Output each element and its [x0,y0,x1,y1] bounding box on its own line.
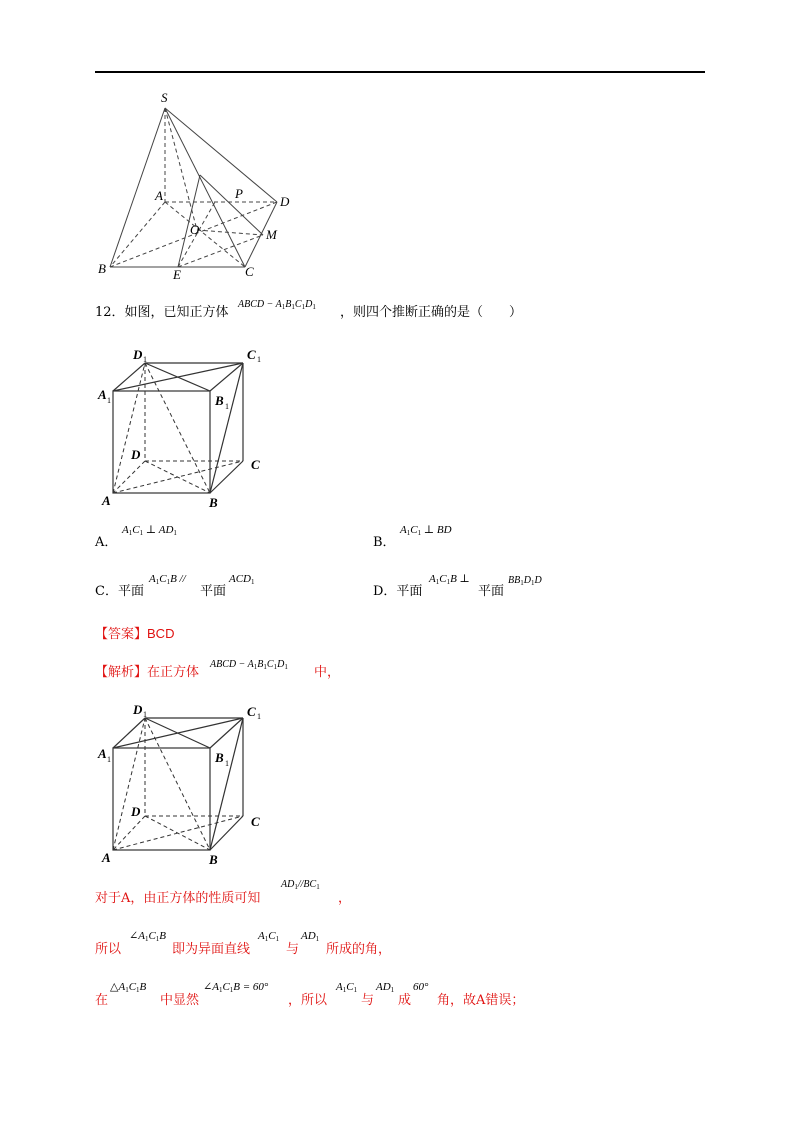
analysis-intro: 【解析】在正方体 [95,665,200,680]
label-a: A [155,188,163,203]
analysis-line3-ad1: $AD_1$ [376,981,395,994]
cube2-diag-d1b [145,718,210,850]
answer-row [95,626,174,643]
cube1-label-a1: A [98,387,107,402]
analysis-line2-ad1: $AD_1$ [301,930,320,943]
cube2-label-d1: D [133,702,143,717]
analysis-line2-a1c1: $A_1C_1$ [258,930,280,943]
cube1-label-d1: D [133,347,143,362]
cube1-label-c: C [251,457,260,472]
analysis-label: 【解析】 [95,665,148,680]
edge-om [197,230,263,235]
cube1-edge-a1d1 [113,363,145,391]
label-o: O [190,222,200,237]
label-d: D [280,194,290,209]
svg-text:1: 1 [107,755,111,764]
analysis-line2-angle: $\angle A_1C_1B$ [129,930,167,943]
cube2-front-face [113,748,210,850]
svg-text:1: 1 [225,759,229,768]
analysis-line1-before: 对于A，由正方体的性质可知 [95,891,261,906]
cube2-edge-da [113,816,145,850]
edge-pm [200,175,263,235]
svg-text:1: 1 [143,355,147,364]
cube2-label-c: C [251,814,260,829]
cube1-label-d: D [131,447,141,462]
option-b-prefix: B． [373,535,396,550]
svg-text:1: 1 [257,712,261,721]
cube2-diag-d1b1 [145,718,210,748]
edge-so [165,108,197,230]
option-c-formula-1: $A_1C_1B$ // [149,573,186,586]
cube1-label-b: B [209,495,218,510]
edge-ab [110,202,165,267]
cube2-label-d: D [131,804,141,819]
analysis-line2-before: 所以 [95,942,122,957]
cube2-label-a: A [102,850,111,865]
cube2-label-a1: A [98,746,107,761]
question-12-text-before: 12．如图，已知正方体 [95,305,229,320]
option-b-formula: $A_1C_1$ ⊥ BD [400,524,452,537]
label-c: C [245,264,254,279]
cube2-label-b: B [209,852,218,867]
option-d-formula-1: $A_1C_1B$ ⊥ [429,573,470,586]
label-b: B [98,261,106,276]
cube2-label-c1: C [247,704,256,719]
analysis-line3-angle-value: $\angle A_1C_1B = 60^\circ$ [203,981,269,994]
cube-figure-1 [95,343,275,513]
option-a-prefix: A． [95,535,118,550]
edge-sc [165,108,245,267]
question-12-text-after: ，则四个推断正确的是（ ） [340,305,523,320]
cube1-edge-da [113,461,145,493]
cube1-edge-cb [210,461,243,493]
analysis-line1-formula: $AD_1//BC_1$ [281,879,320,891]
option-c-mid: 平面 [200,584,227,599]
cube1-front-face [113,391,210,493]
label-m: M [266,227,277,242]
pyramid-figure [95,90,305,285]
cube2-edge-a1d1 [113,718,145,748]
analysis-line3-a1c1: $A_1C_1$ [336,981,358,994]
cube1-diag-db [145,461,210,493]
cube2-edge-c1b1 [210,718,243,748]
cube-figure-2 [95,700,275,870]
edge-sd [165,108,277,202]
cube2-edge-cb [210,816,243,850]
analysis-line3-before: 在 [95,993,109,1008]
cube1-label-a: A [102,493,111,508]
answer-value: BCD [147,626,175,641]
analysis-line3-triangle: $\triangle A_1C_1B$ [110,981,147,994]
cube2-label-b1: B [215,750,224,765]
analysis-line3-60deg: 60° [413,981,429,993]
svg-text:1: 1 [107,396,111,405]
cube1-diag-d1b [145,363,210,493]
svg-text:1: 1 [143,710,147,719]
svg-text:1: 1 [257,355,261,364]
cube2-diag-db [145,816,210,850]
option-d-mid: 平面 [478,584,505,599]
answer-label: 【答案】 [95,627,148,642]
svg-text:1: 1 [225,402,229,411]
label-e: E [173,267,181,282]
cube1-label-c1: C [247,347,256,362]
analysis-cube-formula: ABCD − $A_1B_1C_1D_1$ [210,659,288,671]
cube1-edge-c1b1 [210,363,243,391]
option-c-prefix: C．平面 [95,584,144,599]
option-d-prefix: D．平面 [373,584,423,599]
label-p: P [235,186,243,201]
cube1-diag-d1b1 [145,363,210,391]
option-c-formula-2: $ACD_1$ [229,573,255,586]
cube2-diag-ad1 [113,718,145,850]
option-a-formula: $A_1C_1$ ⊥ $AD_1$ [122,524,177,537]
cube1-diag-c1b [210,363,243,493]
cube2-diag-c1b [210,718,243,850]
edge-em [178,235,263,267]
cube1-label-b1: B [215,393,224,408]
header-rule [95,71,705,73]
label-s: S [161,90,168,105]
cube-name-formula: ABCD − $A_1B_1C_1D_1$ [238,299,316,311]
option-d-formula-2: $BB_1D_1D$ [508,575,542,587]
cube1-diag-ad1 [113,363,145,493]
